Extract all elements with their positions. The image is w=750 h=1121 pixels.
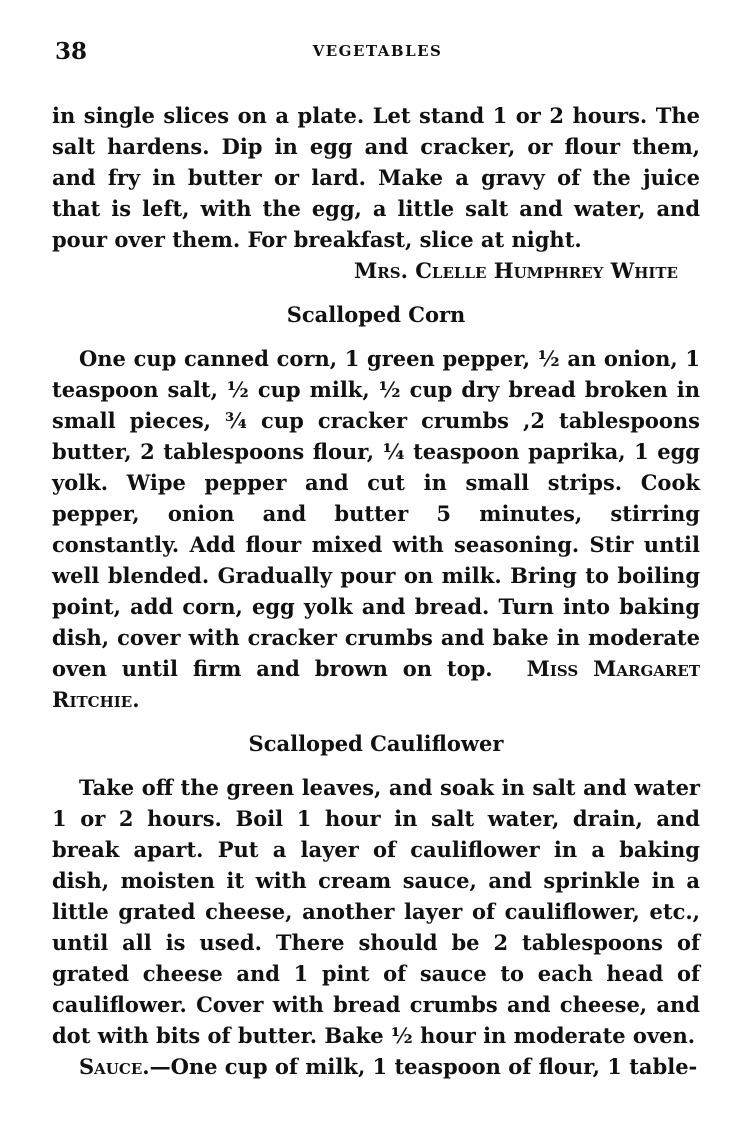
running-head: [55, 38, 700, 68]
sauce-label: Sauce.: [79, 1054, 150, 1079]
recipe-body-scalloped-corn: [52, 343, 700, 715]
page-body: [52, 100, 700, 1082]
recipe-title-scalloped-cauliflower: Scalloped Cauliflower: [248, 731, 504, 756]
page-number: 38: [55, 38, 88, 65]
sauce-paragraph: [52, 1051, 700, 1082]
recipe-signature: Miss Margaret Ritchie.: [52, 656, 700, 712]
recipe-text: One cup canned corn, 1 green pepper, ½ an onion, 1 teaspoon salt, ½ cup milk, ½ cup dry bread broken in small pieces, ¾ cup cracker crumbs ,2 tablespoons butter, 2 tablespoons flour, ¼ teaspoon paprika, 1 egg yolk. Wipe pepper and cut in small strips. Cook pepper, onion and butter 5 minutes, stirring constantly. Add flour mixed with seasoning. Stir until well blended. Gradually pour on milk. Bring to boiling point, add corn, egg yolk and bread. Turn into baking dish, cover with cracker crumbs and bake in moderate oven until firm and brown on top.: [52, 346, 700, 681]
sauce-text: —One cup of milk, 1 teaspoon of flour, 1 table-: [149, 1054, 698, 1079]
recipe-body-scalloped-cauliflower: Take off the green leaves, and soak in salt and water 1 or 2 hours. Boil 1 hour in salt water, drain, and break apart. Put a layer of cauliflower in a baking dish, moisten it with cream sauce, and sprinkle in a little grated cheese, another layer of cauliflower, etc., until all is used. There should be 2 tablespoons of grated cheese and 1 pint of sauce to each head of cauliflower. Cover with bread crumbs and cheese, and dot with bits of butter. Bake ½ hour in moderate oven.: [52, 775, 700, 1048]
section-title: VEGETABLES: [312, 42, 443, 60]
recipe-signature: Mrs. Clelle Humphrey White: [354, 258, 678, 283]
continuation-paragraph: in single slices on a plate. Let stand 1 or 2 hours. The salt hardens. Dip in egg and cracker, or flour them, and fry in butter or lard. Make a gravy of the juice that is left, with the egg, a little salt and water, and pour over them. For breakfast, slice at night.: [52, 103, 700, 252]
recipe-title-scalloped-corn: Scalloped Corn: [286, 302, 466, 327]
